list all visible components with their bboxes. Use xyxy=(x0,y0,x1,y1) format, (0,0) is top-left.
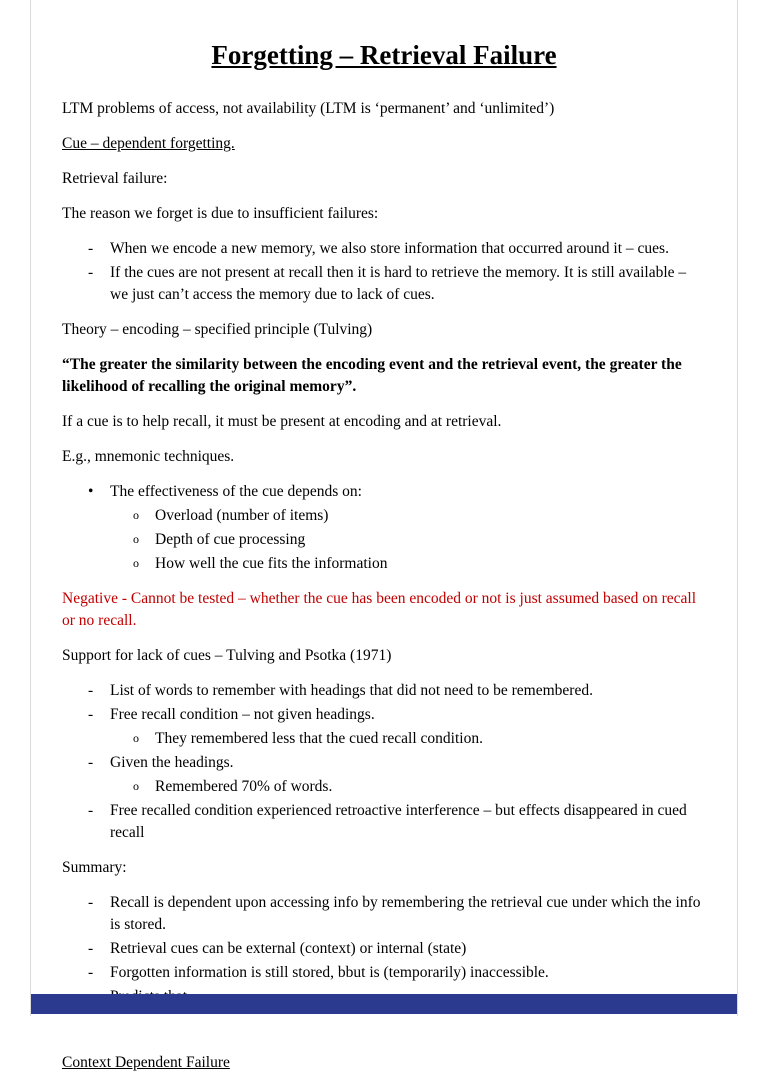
list-item-text: Forgotten information is still stored, bbut is (temporarily) inaccessible. xyxy=(110,964,549,982)
list-item xyxy=(88,680,706,702)
sub-list-item-text: They remembered less that the cued recall condition. xyxy=(155,730,483,748)
cue-dependent-heading: Cue – dependent forgetting. xyxy=(62,135,235,153)
summary-heading: Summary: xyxy=(62,859,127,877)
sub-list-item-text: Depth of cue processing xyxy=(155,531,306,549)
summary-points-list xyxy=(62,892,706,1008)
dash-bullet: - xyxy=(88,754,94,772)
sub-list-item-text: Remembered 70% of words. xyxy=(155,778,333,796)
support-points-list xyxy=(62,680,706,844)
dash-bullet: - xyxy=(88,264,94,282)
sub-list-item xyxy=(133,505,706,527)
dash-bullet: - xyxy=(88,682,94,700)
list-item xyxy=(88,892,706,936)
page-title: Forgetting – Retrieval Failure xyxy=(211,40,557,70)
list-item xyxy=(88,262,706,306)
list-item-text: Free recall condition – not given headings. xyxy=(110,706,375,724)
dash-bullet: - xyxy=(88,964,94,982)
dash-bullet: - xyxy=(88,706,94,724)
cue-requirement-line: If a cue is to help recall, it must be present at encoding and at retrieval. xyxy=(62,413,502,431)
sub-list-item xyxy=(133,529,706,551)
sub-list-item-text: Overload (number of items) xyxy=(155,507,329,525)
circle-bullet: o xyxy=(133,508,139,523)
list-item-text: If the cues are not present at recall then it is hard to retrieve the memory. It is still available – we just can’t access the memory due to lack of cues. xyxy=(110,264,687,304)
circle-bullet: o xyxy=(133,779,139,794)
list-item-text: When we encode a new memory, we also store information that occurred around it – cues. xyxy=(110,240,669,258)
support-heading: Support for lack of cues – Tulving and Psotka (1971) xyxy=(62,647,392,665)
negative-evaluation: Negative - Cannot be tested – whether the cue has been encoded or not is just assumed based on recall or no recall. xyxy=(62,590,697,630)
list-item xyxy=(88,800,706,844)
dash-bullet: - xyxy=(88,940,94,958)
list-item xyxy=(88,238,706,260)
sub-list-item xyxy=(133,776,706,798)
circle-bullet: o xyxy=(133,731,139,746)
retrieval-failure-line: Retrieval failure: xyxy=(62,170,168,188)
list-item xyxy=(88,481,706,503)
dash-bullet: - xyxy=(88,802,94,820)
list-item xyxy=(88,938,706,960)
dash-bullet: - xyxy=(88,240,94,258)
circle-bullet: o xyxy=(133,556,139,571)
circle-bullet: o xyxy=(133,532,139,547)
list-item xyxy=(88,752,706,774)
effectiveness-list xyxy=(62,481,706,575)
next-page-blue-bar xyxy=(31,994,737,1014)
dash-bullet: - xyxy=(88,894,94,912)
round-bullet: • xyxy=(88,483,94,501)
sub-list-item-text: How well the cue fits the information xyxy=(155,555,388,573)
intro-paragraph: LTM problems of access, not availability (LTM is ‘permanent’ and ‘unlimited’) xyxy=(62,100,555,118)
list-item xyxy=(88,704,706,726)
list-item-text: List of words to remember with headings that did not need to be remembered. xyxy=(110,682,593,700)
sub-list-item xyxy=(133,728,706,750)
list-item-text: Retrieval cues can be external (context) or internal (state) xyxy=(110,940,467,958)
list-item xyxy=(88,962,706,984)
sub-list-item xyxy=(133,553,706,575)
mnemonic-line: E.g., mnemonic techniques. xyxy=(62,448,235,466)
list-item-text: Given the headings. xyxy=(110,754,234,772)
cue-points-list xyxy=(62,238,706,306)
list-item-text: Recall is dependent upon accessing info by remembering the retrieval cue under which the info is stored. xyxy=(110,894,701,934)
list-item-text: The effectiveness of the cue depends on: xyxy=(110,483,362,501)
list-item-text: Free recalled condition experienced retroactive interference – but effects disappeared in cued recall xyxy=(110,802,687,842)
tulving-quote: “The greater the similarity between the encoding event and the retrieval event, the greater the likelihood of recalling the original memory”. xyxy=(62,356,682,396)
reason-line: The reason we forget is due to insufficient failures: xyxy=(62,205,379,223)
context-dependent-heading: Context Dependent Failure xyxy=(62,1054,230,1072)
theory-line: Theory – encoding – specified principle (Tulving) xyxy=(62,321,373,339)
